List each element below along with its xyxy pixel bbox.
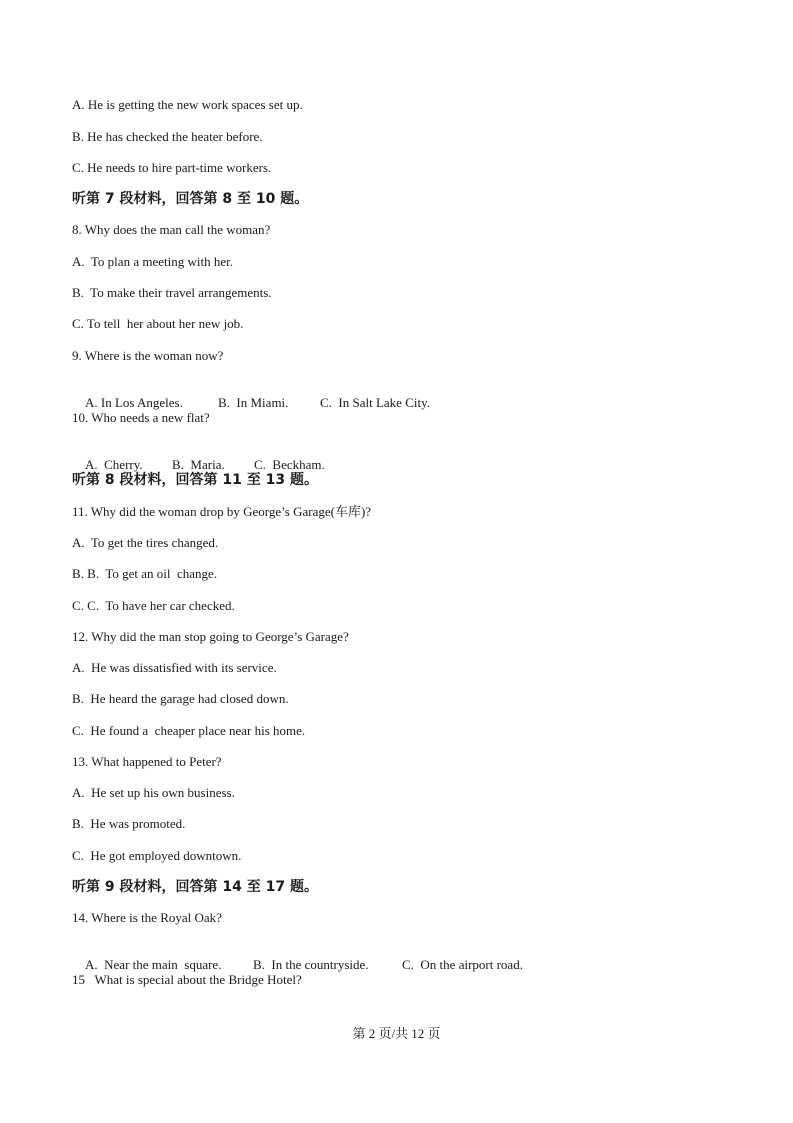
option-b: B. Maria.	[172, 457, 225, 472]
question-line: 12. Why did the man stop going to George’s Garage?	[72, 629, 349, 644]
option-line: A. He set up his own business.	[72, 785, 235, 800]
option-b: B. In the countryside.	[253, 957, 369, 972]
question-line: 11. Why did the woman drop by George’s Garage(车库)?	[72, 504, 372, 519]
option-line: A. He is getting the new work spaces set up.	[72, 97, 303, 112]
option-line: B. To make their travel arrangements.	[72, 285, 272, 300]
option-line: C. To tell her about her new job.	[72, 316, 244, 331]
option-line: C. C. To have her car checked.	[72, 598, 235, 613]
option-a: A. In Los Angeles.	[85, 395, 183, 410]
section-heading: 听第 9 段材料，回答第 14 至 17 题。	[72, 879, 318, 895]
page-footer: 第 2 页/共 12 页	[352, 1026, 441, 1041]
option-line: A. To plan a meeting with her.	[72, 254, 233, 269]
question-line: 8. Why does the man call the woman?	[72, 222, 271, 237]
option-b: B. In Miami.	[218, 395, 289, 410]
option-line: C. He found a cheaper place near his home.	[72, 723, 306, 738]
question-line: 10. Who needs a new flat?	[72, 410, 210, 425]
question-line: 9. Where is the woman now?	[72, 348, 224, 363]
option-line: A. To get the tires changed.	[72, 535, 219, 550]
option-line: B. B. To get an oil change.	[72, 566, 218, 581]
option-c: C. In Salt Lake City.	[320, 395, 431, 410]
option-line: B. He was promoted.	[72, 816, 186, 831]
question-line: 14. Where is the Royal Oak?	[72, 910, 222, 925]
option-a: A. Cherry.	[85, 457, 143, 472]
question-line: 15 What is special about the Bridge Hotel?	[72, 972, 302, 987]
option-line: A. He was dissatisfied with its service.	[72, 660, 277, 675]
option-c: C. Beckham.	[254, 457, 325, 472]
option-c: C. On the airport road.	[402, 957, 523, 972]
option-a: A. Near the main square.	[85, 957, 222, 972]
question-line: 13. What happened to Peter?	[72, 754, 222, 769]
section-heading: 听第 7 段材料，回答第 8 至 10 题。	[72, 191, 309, 207]
option-line: C. He got employed downtown.	[72, 848, 242, 863]
section-heading: 听第 8 段材料，回答第 11 至 13 题。	[72, 472, 318, 488]
option-line: C. He needs to hire part-time workers.	[72, 160, 272, 175]
option-line: B. He has checked the heater before.	[72, 129, 263, 144]
option-line: B. He heard the garage had closed down.	[72, 691, 289, 706]
